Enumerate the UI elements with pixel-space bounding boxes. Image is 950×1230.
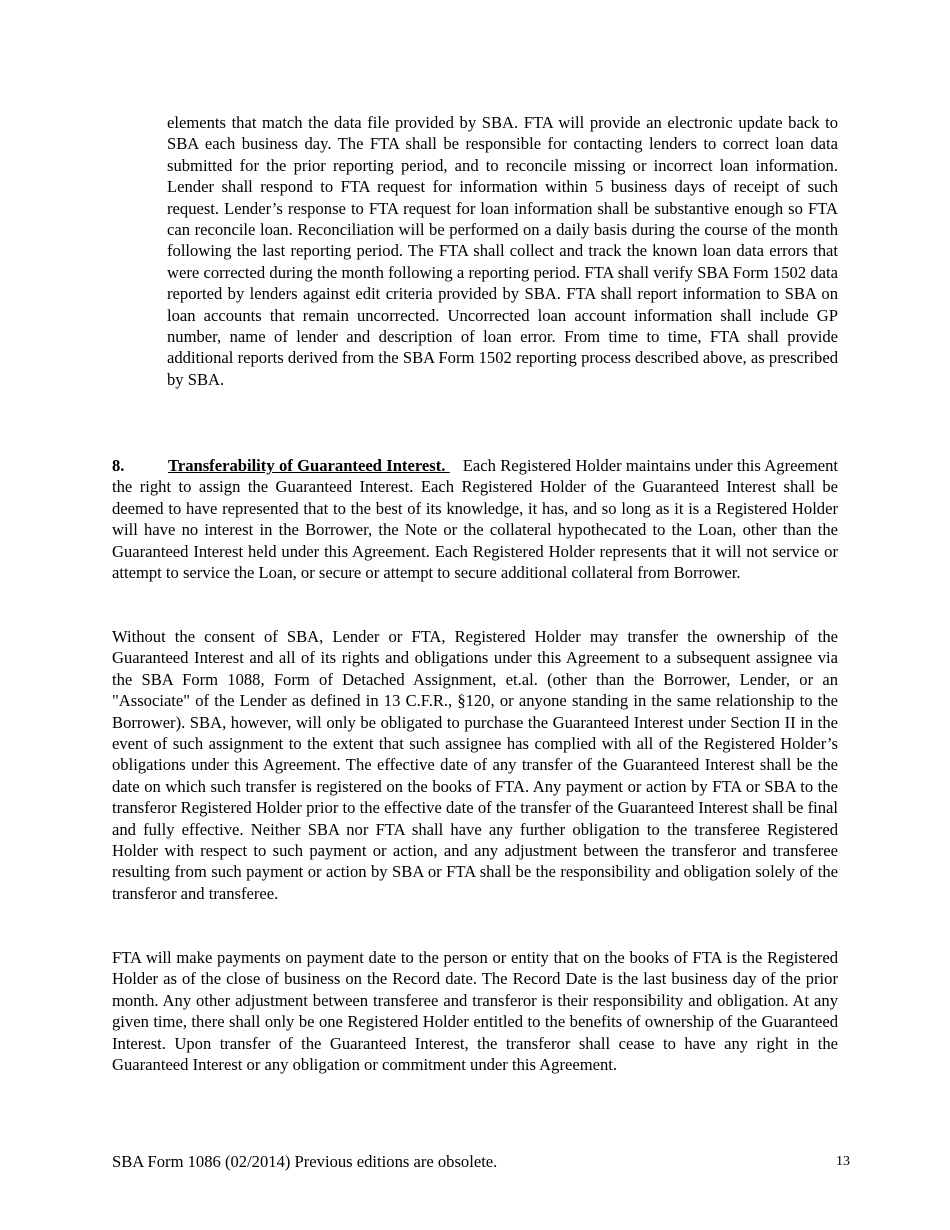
section-8-paragraph <box>112 455 838 583</box>
footer-form-label: SBA Form 1086 (02/2014) Previous editions are obsolete. <box>112 1152 498 1171</box>
section-title: Transferability of Guaranteed Interest. <box>168 456 446 475</box>
continued-paragraph: elements that match the data file provided by SBA. FTA will provide an electronic update back to SBA each business day. The FTA shall be responsible for contacting lenders to correct loan data submitted for the prior reporting period, and to reconcile missing or incorrect loan information. Lender shall respond to FTA request for information within 5 business days of receipt of such request. Lender’s response to FTA request for loan information shall be substantive enough so FTA can reconcile loan. Reconciliation will be performed on a daily basis during the course of the month following the last reporting period. The FTA shall collect and track the known loan data errors that were corrected during the month following a reporting period. FTA shall verify SBA Form 1502 data reported by lenders against edit criteria provided by SBA. FTA shall report information to SBA on loan accounts that remain uncorrected. Uncorrected loan account information shall include GP number, name of lender and description of loan error. From time to time, FTA shall provide additional reports derived from the SBA Form 1502 reporting process described above, as prescribed by SBA. <box>167 113 838 389</box>
page-number: 13 <box>836 1154 850 1169</box>
section-8-body: Each Registered Holder maintains under this Agreement the right to assign the Guaranteed Interest. Each Registered Holder of the Guaranteed Interest shall be deemed to have represented that to the best of its knowledge, it has, and so long as it is a Registered Holder will have no interest in the Borrower, the Note or the collateral hypothecated to the Loan, other than the Guaranteed Interest held under this Agreement. Each Registered Holder represents that it will not service or attempt to service the Loan, or secure or attempt to secure additional collateral from Borrower. <box>112 456 838 583</box>
section-8-heading <box>112 456 450 475</box>
transfer-paragraph: Without the consent of SBA, Lender or FTA, Registered Holder may transfer the ownership of the Guaranteed Interest and all of its rights and obligations under this Agreement to a subsequent assignee via the SBA Form 1088, Form of Detached Assignment, et.al. (other than the Borrower, Lender, or an "Associate" of the Lender as defined in 13 C.F.R., §120, or anyone standing in the same relationship to the Borrower). SBA, however, will only be obligated to purchase the Guaranteed Interest under Section II in the event of such assignment to the extent that such assignee has complied with all of the Registered Holder’s obligations under this Agreement. The effective date of any transfer of the Guaranteed Interest shall be the date on which such transfer is registered on the books of FTA. Any payment or action by FTA or SBA to the transferor Registered Holder prior to the effective date of the transfer of the Guaranteed Interest shall be final and fully effective. Neither SBA nor FTA shall have any further obligation to the transferee Registered Holder with respect to such payment or action, and any adjustment between the transferor and transferee resulting from such payment or action by SBA or FTA shall be the responsibility and obligation solely of the transferor and transferee. <box>112 627 838 903</box>
payment-paragraph: FTA will make payments on payment date to the person or entity that on the books of FTA is the Registered Holder as of the close of business on the Record date. The Record Date is the last business day of the prior month. Any other adjustment between transferee and transferor is their responsibility and obligation. At any given time, there shall only be one Registered Holder entitled to the benefits of ownership of the Guaranteed Interest. Upon transfer of the Guaranteed Interest, the transferor shall cease to have any right in the Guaranteed Interest or any obligation or commitment under this Agreement. <box>112 948 838 1075</box>
section-number: 8. <box>112 456 125 475</box>
